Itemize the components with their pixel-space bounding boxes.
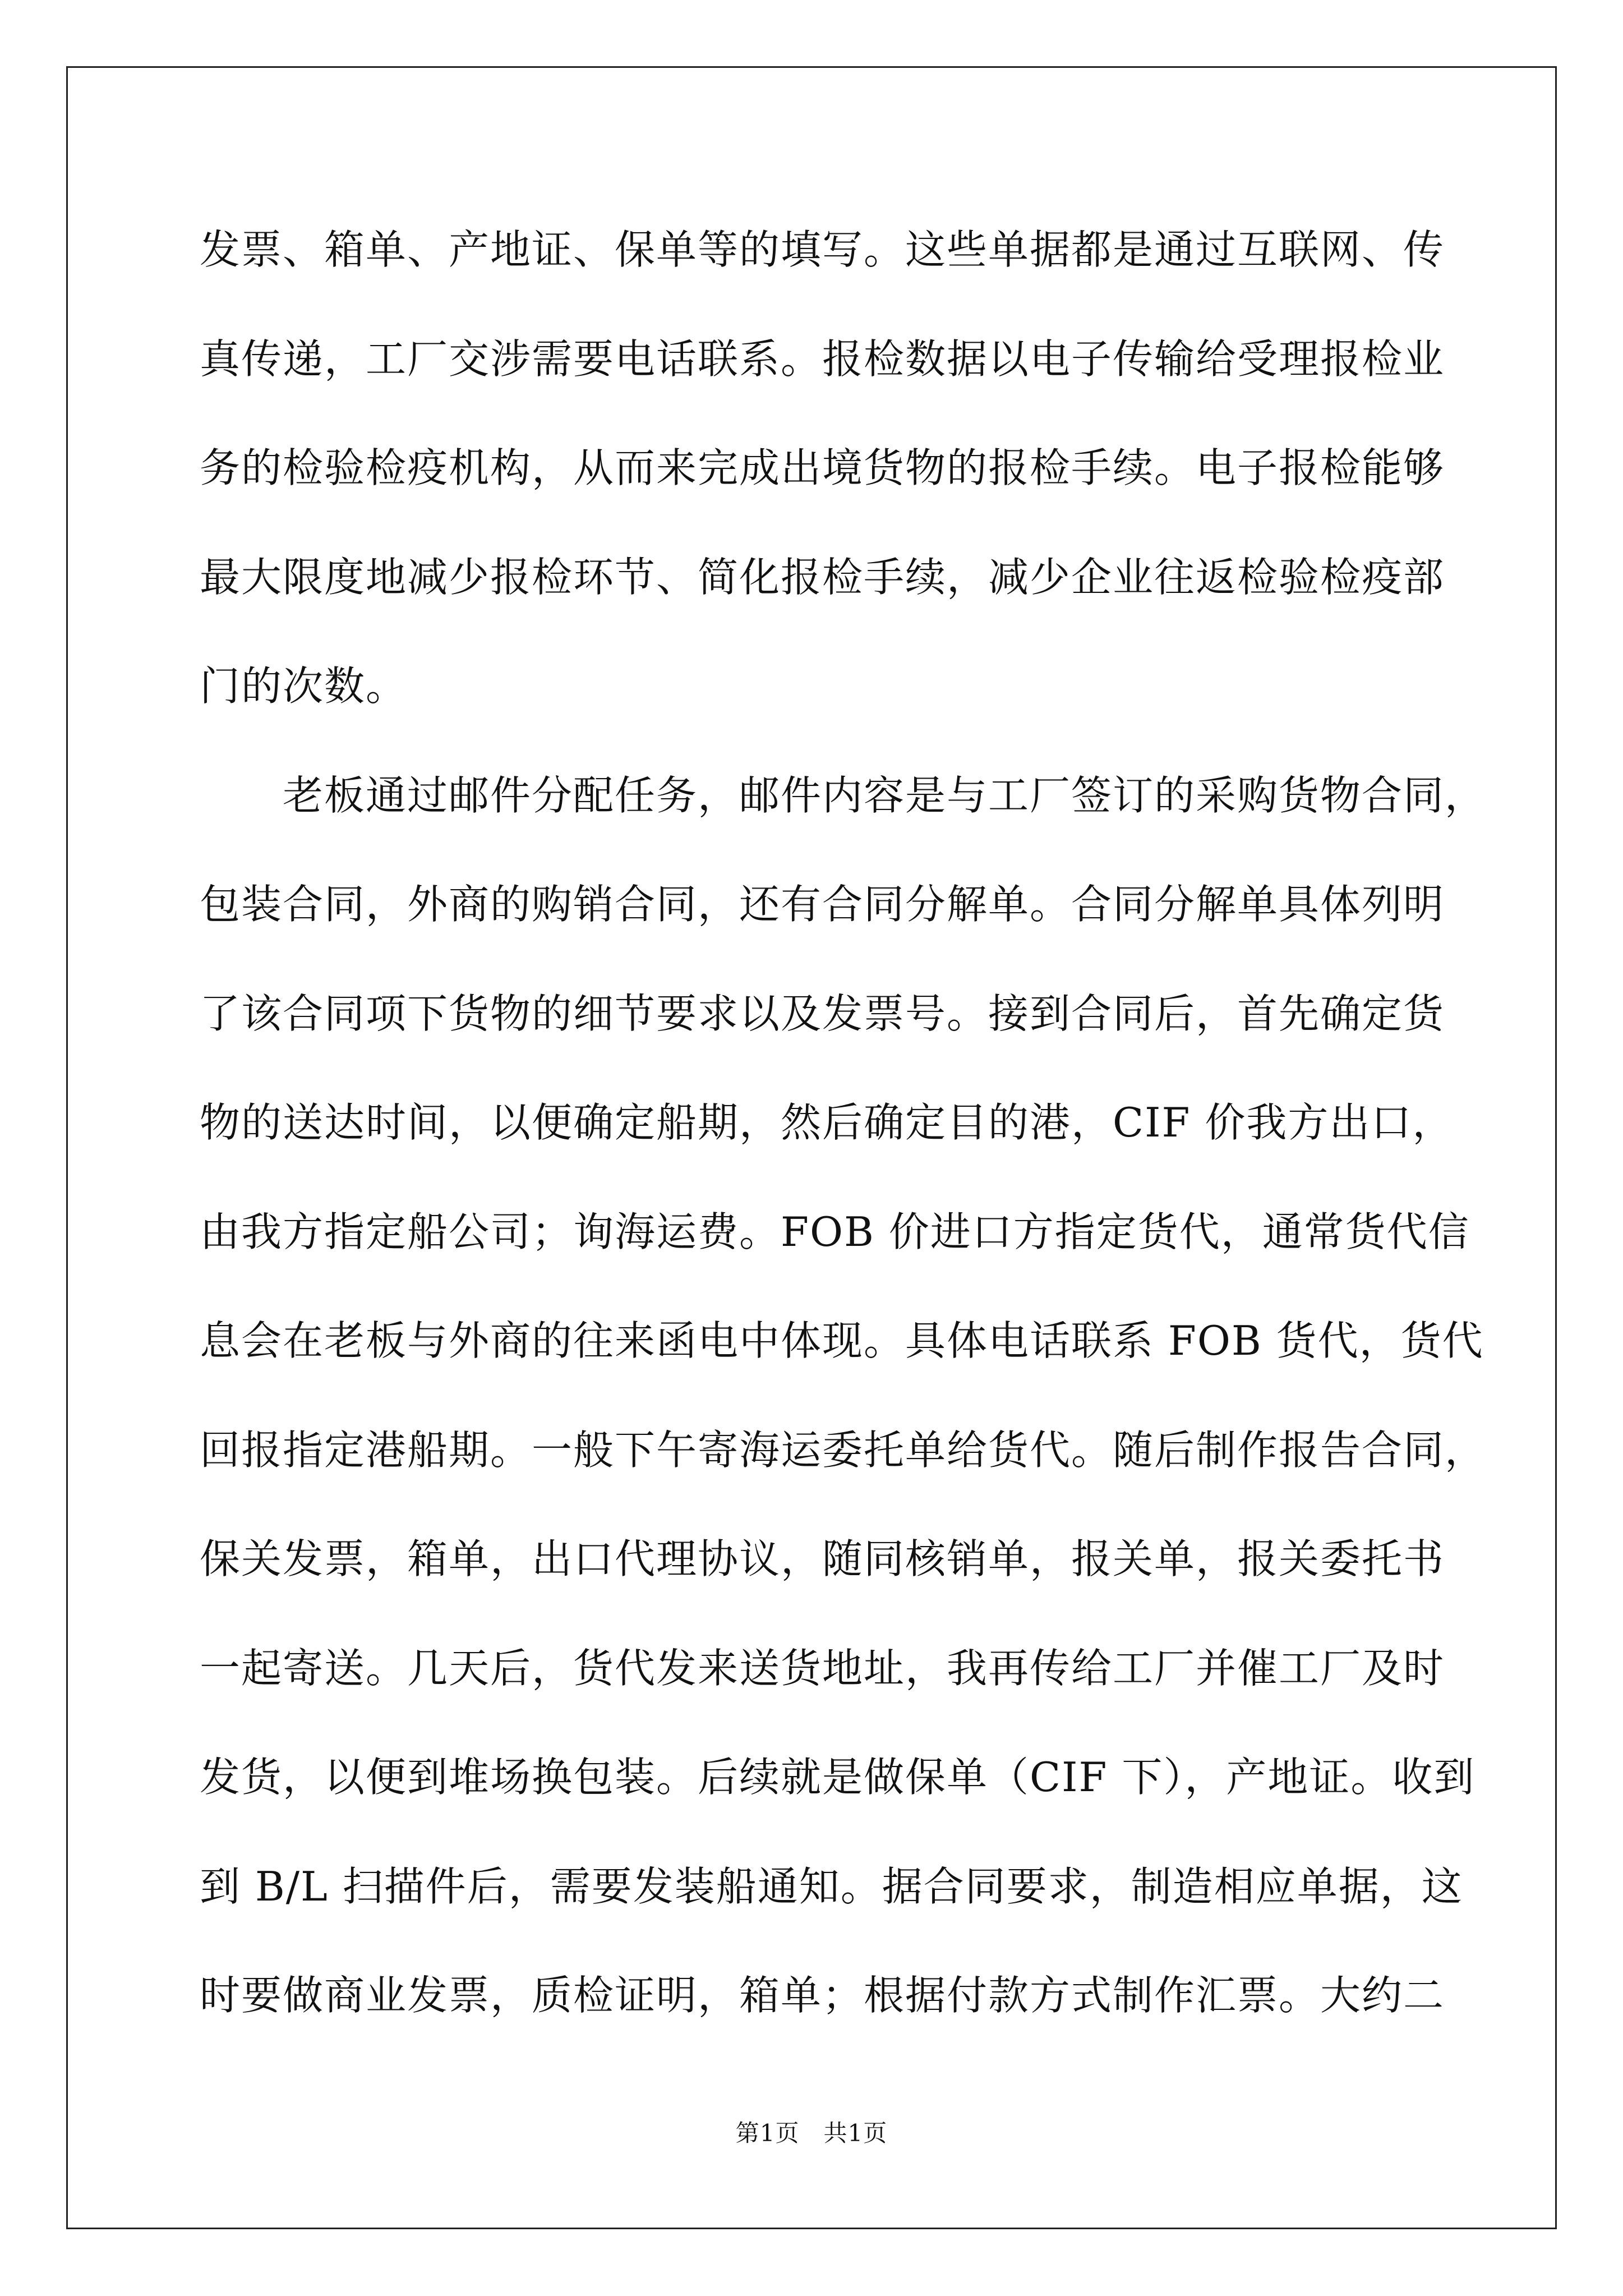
text-line: 最大限度地减少报检环节、简化报检手续，减少企业往返检验检疫部 [200, 553, 1445, 601]
text-line: 了该合同项下货物的细节要求以及发票号。接到合同后，首先确定货 [200, 990, 1445, 1037]
document-body [200, 216, 1487, 2071]
text-line: 物的送达时间，以便确定船期，然后确定目的港，CIF 价我方出口， [200, 1099, 1454, 1146]
text-line: 发票、箱单、产地证、保单等的填写。这些单据都是通过互联网、传 [200, 226, 1445, 273]
text-line: 回报指定港船期。一般下午寄海运委托单给货代。随后制作报告合同， [200, 1426, 1487, 1474]
text-line: 一起寄送。几天后，货代发来送货地址，我再传给工厂并催工厂及时 [200, 1644, 1445, 1692]
text-line: 门的次数。 [200, 662, 408, 710]
text-line: 由我方指定船公司；询海运费。FOB 价进口方指定货代，通常货代信 [200, 1208, 1470, 1255]
text-line: 保关发票，箱单，出口代理协议，随同核销单，报关单，报关委托书 [200, 1535, 1445, 1582]
page-footer: 第1页 共1页 [735, 2119, 888, 2147]
text-line: 发货，以便到堆场换包装。后续就是做保单（CIF 下），产地证。收到 [200, 1754, 1476, 1801]
text-line: 时要做商业发票，质检证明，箱单；根据付款方式制作汇票。大约二 [200, 1972, 1445, 2019]
text-line: 包装合同，外商的购销合同，还有合同分解单。合同分解单具体列明 [200, 881, 1445, 928]
text-line: 真传递，工厂交涉需要电话联系。报检数据以电子传输给受理报检业 [200, 335, 1445, 383]
text-line: 到 B/L 扫描件后，需要发装船通知。据合同要求，制造相应单据，这 [200, 1862, 1463, 1910]
text-line: 务的检验检疫机构，从而来完成出境货物的报检手续。电子报检能够 [200, 444, 1445, 491]
text-line: 老板通过邮件分配任务，邮件内容是与工厂签订的采购货物合同， [200, 771, 1487, 819]
text-line: 息会在老板与外商的往来函电中体现。具体电话联系 FOB 货代，货代 [200, 1317, 1484, 1364]
